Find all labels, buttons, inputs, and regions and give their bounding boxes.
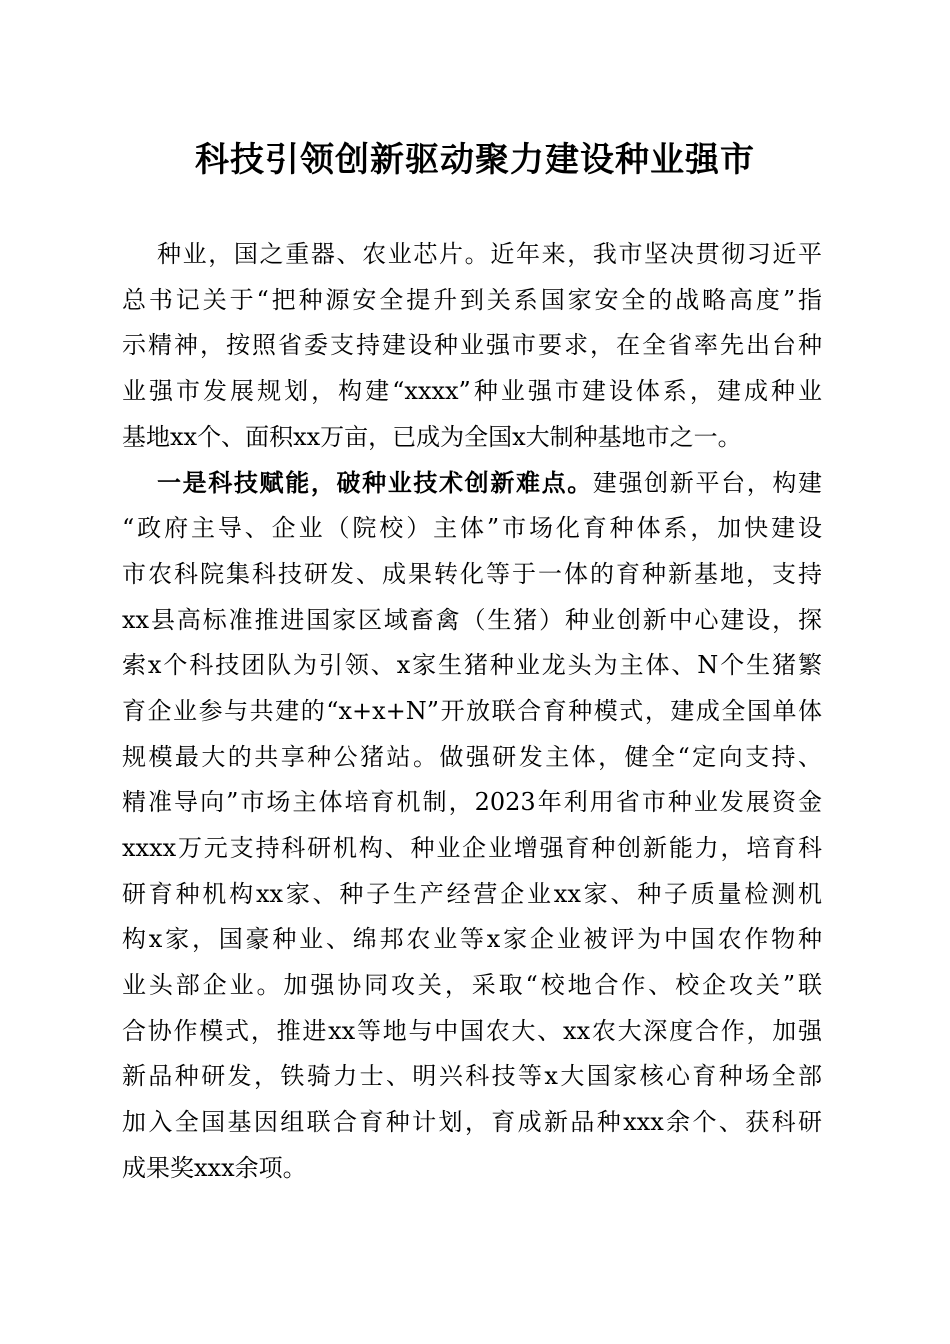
text-line: xx县高标准推进国家区域畜禽（生猪）种业创新中心建设，探 xyxy=(122,605,822,634)
text-line: 新品种研发，铁骑力士、明兴科技等x大国家核心育种场全部 xyxy=(122,1062,822,1091)
text-run: 建强创新平台，构建 xyxy=(592,469,823,498)
text-line: 育企业参与共建的“x+x+N”开放联合育种模式，建成全国单体 xyxy=(122,696,822,725)
text-line: 构x家，国豪种业、绵邦农业等x家企业被评为中国农作物种 xyxy=(122,925,822,954)
text-line: 业强市发展规划，构建“xxxx”种业强市建设体系，建成种业 xyxy=(122,377,822,406)
text-line: 基地xx个、面积xx万亩，已成为全国x大制种基地市之一。 xyxy=(122,422,742,451)
text-line: 精准导向”市场主体培育机制，2023年利用省市种业发展资金 xyxy=(122,788,822,817)
section-heading: 一是科技赋能，破种业技术创新难点。 xyxy=(157,468,593,498)
text-line: 种业，国之重器、农业芯片。近年来，我市坚决贯彻习近平 xyxy=(157,240,822,268)
text-line: “政府主导、企业（院校）主体”市场化育种体系，加快建设 xyxy=(122,514,822,543)
text-line: 索x个科技团队为引领、x家生猪种业龙头为主体、N个生猪繁 xyxy=(122,651,822,680)
paragraph-tech-empowerment xyxy=(122,460,822,1191)
document-title: 科技引领创新驱动聚力建设种业强市 xyxy=(195,140,755,180)
text-line: 规模最大的共享种公猪站。做强研发主体，健全“定向支持、 xyxy=(122,742,822,771)
text-line: 加入全国基因组联合育种计划，育成新品种xxx余个、获科研 xyxy=(122,1108,822,1137)
document-body xyxy=(122,232,822,1191)
text-line: 示精神，按照省委支持建设种业强市要求，在全省率先出台种 xyxy=(122,331,822,360)
text-line xyxy=(122,460,822,506)
paragraph-intro xyxy=(122,232,822,460)
text-line: 合协作模式，推进xx等地与中国农大、xx农大深度合作，加强 xyxy=(122,1016,822,1045)
text-line: 成果奖xxx余项。 xyxy=(122,1153,307,1182)
text-line: xxxx万元支持科研机构、种业企业增强育种创新能力，培育科 xyxy=(122,833,822,862)
text-line: 总书记关于“把种源安全提升到关系国家安全的战略高度”指 xyxy=(122,285,822,314)
text-line: 研育种机构xx家、种子生产经营企业xx家、种子质量检测机 xyxy=(122,879,822,908)
text-line: 业头部企业。加强协同攻关，采取“校地合作、校企攻关”联 xyxy=(122,971,822,999)
text-line: 市农科院集科技研发、成果转化等于一体的育种新基地，支持 xyxy=(122,559,822,588)
